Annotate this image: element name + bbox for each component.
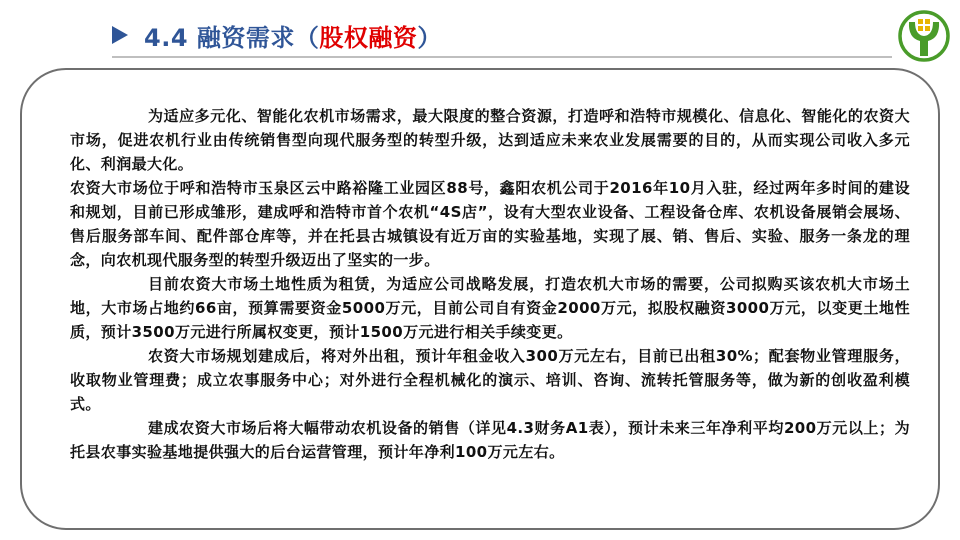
paragraph: 农资大市场位于呼和浩特市玉泉区云中路裕隆工业园区88号，鑫阳农机公司于2016年10月入驻，经过两年多时间的建设和规划，目前已形成雏形，建成呼和浩特市首个农机“4S店”，设有大型农业设备、工程设备仓库、农机设备展销会展场、售后服务部车间、配件部仓库等，并在托县古城镇设有近万亩的实验基地，实现了展、销、售后、实验、服务一条龙的理念，向农机现代服务型的转型升级迈出了坚实的一步。 [70,179,910,269]
company-logo-icon [898,10,950,62]
body-text [70,104,910,464]
paragraph: 农资大市场规划建成后，将对外出租，预计年租金收入300万元左右，目前已出租30%；配套物业管理服务，收取物业管理费；成立农事服务中心；对外进行全程机械化的演示、培训、咨询、流转托管服务等，做为新的创收盈利模式。 [70,347,910,413]
triangle-arrow-icon [112,26,128,44]
slide-header [112,15,442,55]
paragraph: 为适应多元化、智能化农机市场需求，最大限度的整合资源，打造呼和浩特市规模化、信息化、智能化的农资大市场，促进农机行业由传统销售型向现代服务型的转型升级，达到适应未来农业发展需要的目的，从而实现公司收入多元化、利润最大化。 [70,107,910,173]
title-suffix: ） [417,23,442,52]
title-divider [112,56,892,58]
title-prefix: 4.4 融资需求（ [144,23,320,52]
paragraph: 建成农资大市场后将大幅带动农机设备的销售（详见4.3财务A1表），预计未来三年净利平均200万元以上；为托县农事实验基地提供强大的后台运营管理，预计年净利100万元左右。 [70,419,910,461]
paragraph: 目前农资大市场土地性质为租赁，为适应公司战略发展，打造农机大市场的需要，公司拟购买该农机大市场土地，大市场占地约66亩，预算需要资金5000万元，目前公司自有资金2000万元，拟股权融资3000万元，以变更土地性质，预计3500万元进行所属权变更，预计1500万元进行相关手续变更。 [70,275,910,341]
slide-title [144,18,442,53]
title-highlight: 股权融资 [319,23,418,52]
